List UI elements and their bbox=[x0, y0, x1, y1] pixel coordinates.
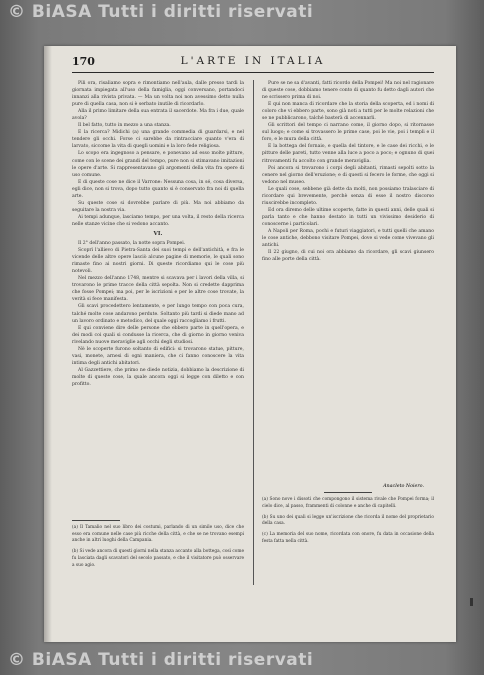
paragraph: Ed ora diremo delle ultime scoperte, fatte in questi anni, delle quali si parla tanto e che hanno destato in tutti un vivissimo desiderio di conoscerne i particolari. bbox=[262, 207, 434, 227]
page-number: 170 bbox=[72, 55, 95, 68]
paragraph: Scoprì l'allievo di Pietra-Santa dei suoi tempi e dell'antichità, e fra le vicende delle altre opere lasciò alcune pagine di memorie, le quali sono rimaste fino ai nostri giorni. Di queste ricordiamo qui le cose più notevoli. bbox=[72, 248, 244, 275]
footnote: (c) La memoria del suo nome, ricordata con onore, fu data in occasione della festa fatta nella città. bbox=[262, 532, 434, 544]
paragraph: Il bel fatto, tutto in mezzo a una stanza. bbox=[78, 123, 171, 129]
text-columns bbox=[72, 80, 434, 625]
footnote-rule bbox=[72, 520, 120, 521]
paragraph: Le quali cose, sebbene già dette da molti, non possiamo tralasciare di ricordare qui brevemente, perchè senza di esse il nostro discorso riuscirebbe incompleto. bbox=[262, 186, 434, 206]
watermark-bottom: © BiASA Tutti i diritti riservati bbox=[8, 650, 314, 670]
paragraph: Nel mezzo dell'anno 1748, mentre si scavava per i lavori della villa, si trovarono le prime tracce della città sepolta. Non si credette dapprima che fosse Pompei; ma poi, per le iscrizioni e per le altre cose trovate, la verità si fece manifesta. bbox=[72, 276, 244, 303]
footnote: (a) Il Tamalio nel suo libro dei costumi, parlando di un simile uso, dice che esso era comune nelle case più ricche della città, e che se ne trovano esempi anche in altri luoghi della Campania. bbox=[72, 525, 244, 544]
watermark-top: © BiASA Tutti i diritti riservati bbox=[8, 2, 314, 22]
page-edge-mark bbox=[470, 598, 473, 606]
paragraph: Pure se ne sa d'avanti, fatti ricordo della Pompei! Ma noi nel ragionare di queste cose, dobbiamo tenere conto di quanto fu detto dagli autori che ne scrissero prima di noi. bbox=[262, 81, 434, 101]
paragraph: Lo scopo era ingegnoso a pensare, e ponevano ad esso molte pitture, come con le scene dei grandi del tempo, pure non si stimavano imitazioni le opere d'arte. Si rappresentavano gli argomenti della vita fra opere di uso comune. bbox=[72, 151, 244, 178]
paragraph: Il 22 giugno, di cui noi ora abbiamo da ricordare, gli scavi giunsero fino alle porte della città. bbox=[262, 250, 434, 263]
author-signature: Anacleto Noiero. bbox=[383, 484, 424, 489]
right-footnotes bbox=[262, 482, 434, 550]
left-footnotes bbox=[72, 520, 244, 573]
page-spine-shadow bbox=[44, 46, 52, 642]
footnote: (a) Sono nove i dissoti che compongono il sistema rivale che Pompei forma; il cielo dice, al passo, frammenti di colonne e anche di capitelli. bbox=[262, 497, 434, 509]
paragraph: E la bottega del fornaio, e quella del tintore, e le case dei ricchi, e le pitture delle pareti, tutto venne alla luce a poco a poco; e ognuno di quei ritrovamenti fu accolto con grande meraviglia. bbox=[262, 144, 434, 164]
running-title: L'ARTE IN ITALIA bbox=[180, 55, 326, 67]
paragraph: E qui non manca di ricordare che la storia della scoperta, ed i nomi di coloro che vi ebbero parte, sono già noti a tutti per le molte relazioni che se ne pubblicarono, talché basterà di accennarli. bbox=[262, 102, 434, 122]
footnote: (b) Su uno dei quali si legge un'iscrizione che ricorda il nome del proprietario della casa. bbox=[262, 514, 434, 527]
header-rule bbox=[72, 72, 434, 73]
paragraph: Poi ancora si trovarono i corpi degli abitanti, rimasti sepolti sotto la cenere nel giorno dell'eruzione; e di questi si fecero le forme, che oggi si vedono nel museo. bbox=[262, 165, 434, 185]
paragraph: A Napoli per Roma, pochi e futuri viaggiatori, e tutti quelli che amano le cose antiche, debbono visitare Pompei, dove si vede come vivevano gli antichi. bbox=[262, 228, 434, 249]
section-heading: VI. bbox=[153, 230, 163, 237]
paragraph: Alla il primo limitare della sua entrata il sacerdote. Ma fra i due, quale avola? bbox=[72, 109, 244, 122]
paragraph: Pili ora, risaliamo sopra e rimontiamo nell'aula, dalle presso tardi la giornata impiegata all'uso della famiglia, oggi conversano, portandoci innanzi alla rivista privata. — Ma un volta noi non avessimo detto nulla pure di quella casa, non si è serbato inutile di ricordarlo. bbox=[72, 81, 244, 108]
paragraph: Il 2° dell'anno passato, la notte sopra Pompei. bbox=[78, 241, 186, 247]
paragraph: Su queste cose si dovrebbe parlare di più. Ma noi abbiamo da seguitare la nostra via. bbox=[72, 200, 244, 213]
paragraph: E qui conviene dire delle persone che ebbero parte in quell'opera, e dei modi coi quali si condusse la ricerca, che di giorno in giorno veniva rivelando nuove meraviglie agli occhi degli studiosi. bbox=[72, 325, 244, 345]
paragraph: Nè le scoperte furono soltanto di edifici: si trovarono statue, pitture, vasi, monete, arnesi di ogni maniera, che ci fanno conoscere la vita intima degli antichi abitatori. bbox=[72, 346, 244, 366]
paragraph: Gli scavi procedettero lentamente, e per lungo tempo con poca cura, talché molte cose andarono perdute. Soltanto più tardi si diede mano ad un lavoro ordinato e metodico, del quale oggi raccogliamo i frutti. bbox=[72, 304, 244, 324]
paragraph: Ai tempi adunque, lasciamo tempo, per una volta, il resto della ricerca nelle stanze vicine che si vedono accanto. bbox=[72, 214, 244, 227]
paragraph: E di queste cose ne dice il Varrone: Nessuna cosa, in sé, cosa diversa, egli dice, non si trova, dopo tutto quanto si è conservato fra noi di quella arte. bbox=[72, 179, 244, 199]
signature-rule bbox=[324, 492, 372, 493]
footnote: (b) Si vede ancora di questi giorni nella stanza accanto alla bottega, così come fu lasciata dagli scavatori del secolo passato, e che il visitatore può osservare a suo agio. bbox=[72, 549, 244, 568]
paragraph: Al Gazzettiere, che primo ne diede notizia, dobbiamo la descrizione di molte di queste cose, la quale ancora oggi si legge con diletto e con profitto. bbox=[72, 367, 244, 387]
column-divider bbox=[253, 80, 254, 585]
paragraph: E la ricerca? Midichi (a) una grande commedia di guardarsi, e nel tendere gli occhi. Forse ci sarebbe da rintracciare quanto v'era di larvato, siccome la vita di quegli uomini e la loro fede religiosa. bbox=[72, 130, 244, 150]
paragraph: Gli scrittori del tempo ci narrano come, il giorno dopo, si ritornasse sul luogo; e come si trovassero le prime case, poi le vie, poi i templi e il foro, e le mura della città. bbox=[262, 123, 434, 143]
